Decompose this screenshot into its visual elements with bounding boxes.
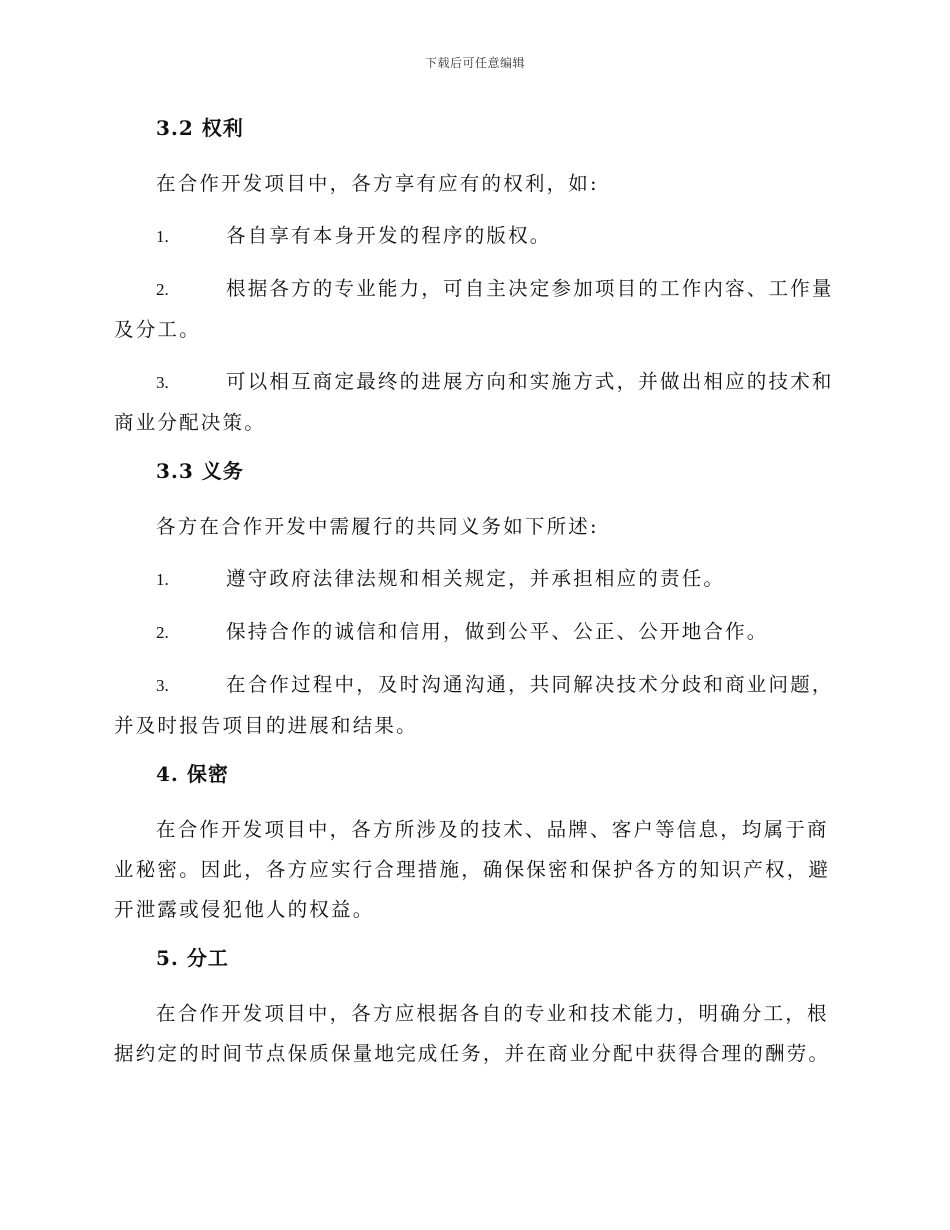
rights-intro: 在合作开发项目中，各方享有应有的权利，如: bbox=[156, 172, 599, 195]
item-number: 2. bbox=[156, 280, 169, 299]
item-text: 可以相互商定最终的进展方向和实施方式，并做出相应的技术和商业分配决策。 bbox=[114, 370, 834, 434]
item-text: 保持合作的诚信和信用，做到公平、公正、公开地合作。 bbox=[226, 620, 769, 643]
obligations-item-3 bbox=[114, 665, 834, 746]
item-number: 1. bbox=[156, 570, 169, 589]
item-text: 根据各方的专业能力，可自主决定参加项目的工作内容、工作量及分工。 bbox=[114, 277, 834, 341]
rights-item-1 bbox=[114, 216, 834, 257]
obligations-item-1 bbox=[114, 559, 834, 600]
rights-item-2 bbox=[114, 269, 834, 350]
section-heading-obligations: 3.3 义务 bbox=[156, 459, 244, 483]
obligations-item-2 bbox=[114, 612, 834, 653]
item-number: 3. bbox=[156, 373, 169, 392]
item-text: 各自享有本身开发的程序的版权。 bbox=[226, 224, 552, 247]
item-text: 在合作过程中，及时沟通沟通，共同解决技术分歧和商业问题，并及时报告项目的进展和结果。 bbox=[114, 673, 834, 737]
section-heading-rights: 3.2 权利 bbox=[156, 116, 244, 140]
section-heading-division: 5. 分工 bbox=[156, 946, 229, 970]
rights-item-3 bbox=[114, 362, 834, 443]
page-header: 下载后可任意编辑 bbox=[424, 56, 525, 70]
section-heading-confidentiality: 4. 保密 bbox=[156, 762, 229, 786]
item-text: 遵守政府法律法规和相关规定，并承担相应的责任。 bbox=[226, 567, 726, 590]
confidentiality-body: 在合作开发项目中，各方所涉及的技术、品牌、客户等信息，均属于商业秘密。因此，各方应实行合理措施，确保保密和保护各方的知识产权，避开泄露或侵犯他人的权益。 bbox=[114, 818, 831, 921]
item-number: 1. bbox=[156, 227, 169, 246]
division-body: 在合作开发项目中，各方应根据各自的专业和技术能力，明确分工，根据约定的时间节点保质保量地完成任务，并在商业分配中获得合理的酬劳。 bbox=[114, 1002, 831, 1065]
obligations-intro: 各方在合作开发中需履行的共同义务如下所述: bbox=[156, 515, 599, 538]
item-number: 3. bbox=[156, 676, 169, 695]
item-number: 2. bbox=[156, 623, 169, 642]
document-body bbox=[114, 112, 834, 1086]
